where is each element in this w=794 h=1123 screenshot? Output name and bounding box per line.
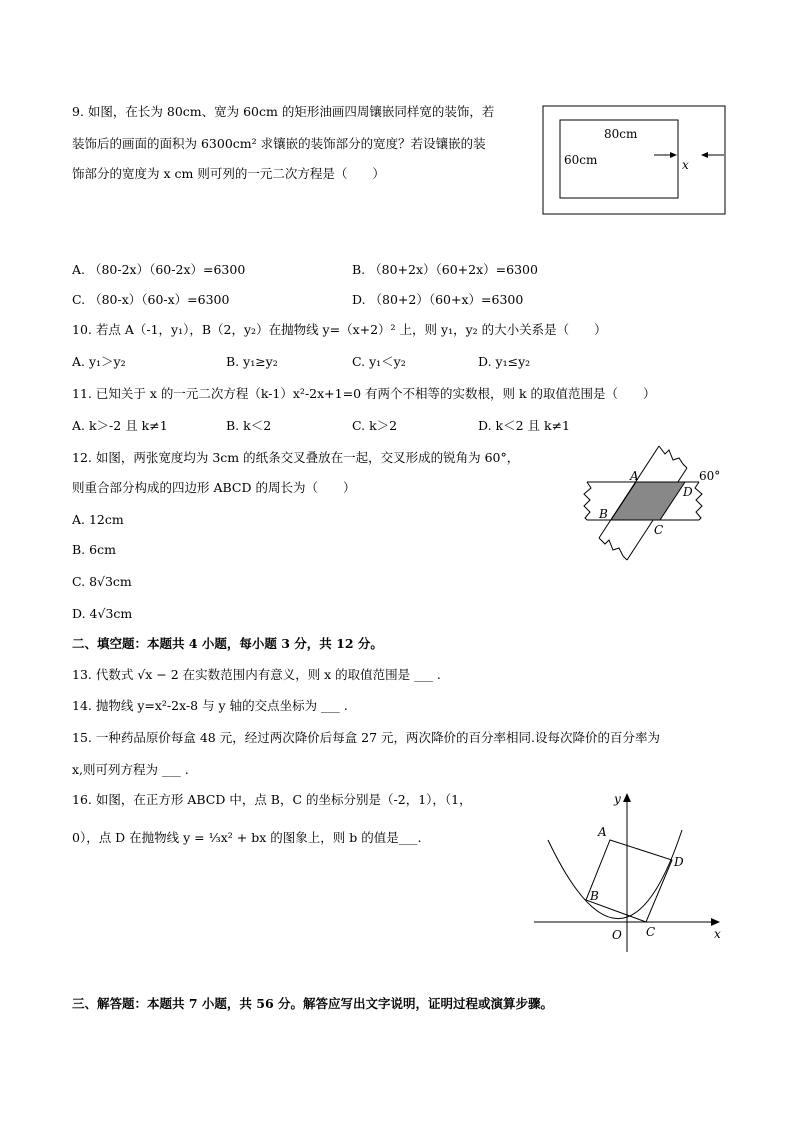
q9-line2: 装饰后的画面的面积为 6300cm² 求镶嵌的装饰部分的宽度？若设镶嵌的装 [72,136,486,151]
section2-heading: 二、填空题：本题共 4 小题，每小题 3 分，共 12 分。 [72,636,383,651]
q11-option-d: D. k＜2 且 k≠1 [478,418,570,433]
q12-fig-label-d: D [683,485,693,499]
q16-fig-label-d: D [674,855,684,869]
q16-fig-y-label: y [614,792,621,806]
q9-fig-height-label: 60cm [564,153,598,167]
q11-stem: 11. 已知关于 x 的一元二次方程（k-1）x²-2x+1=0 有两个不相等的实数根，则 k 的取值范围是（ ） [72,386,656,401]
q16-fig-label-c: C [646,925,656,939]
q9-line3: 饰部分的宽度为 x cm 则可列的一元二次方程是（ ） [72,166,385,181]
q10-option-b: B. y₁≥y₂ [226,354,278,369]
q16-line1: 16. 如图，在正方形 ABCD 中，点 B，C 的坐标分别是（-2，1），（1， [72,792,472,807]
q12-fig-label-b: B [599,507,608,521]
section3-heading: 三、解答题：本题共 7 小题，共 56 分。解答应写出文字说明，证明过程或演算步骤。 [72,996,554,1011]
q9-option-a: A. （80-2x）（60-2x）=6300 [72,262,246,277]
q12-option-a: A. 12cm [72,512,124,527]
q12-fig-angle-label: 60° [699,469,721,483]
q9-option-c: C. （80-x）（60-x）=6300 [72,292,230,307]
q12-fig-label-a: A [630,469,639,483]
q12-option-c: C. 8√3cm [72,574,132,589]
q12-line1: 12. 如图，两张宽度均为 3cm 的纸条交叉叠放在一起，交叉形成的锐角为 60°， [72,450,520,465]
q10-stem: 10. 若点 A（-1，y₁），B（2，y₂）在抛物线 y=（x+2）² 上，则 y₁，y₂ 的大小关系是（ ） [72,322,607,337]
q10-option-c: C. y₁＜y₂ [352,354,406,369]
q13-text: 13. 代数式 √x − 2 在实数范围内有意义，则 x 的取值范围是 ___ . [72,667,441,682]
q11-option-c: C. k＞2 [352,418,398,433]
q16-fig-origin-label: O [612,928,622,942]
q15-line2: x,则可列方程为 ___ . [72,762,189,777]
q16-fig-label-a: A [598,825,607,839]
q16-fig-x-label: x [714,927,721,941]
q12-line2: 则重合部分构成的四边形 ABCD 的周长为（ ） [72,480,356,495]
q10-option-a: A. y₁＞y₂ [72,354,126,369]
q16-line2: 0），点 D 在抛物线 y = ⅓x² + bx 的图象上，则 b 的值是___. [72,830,422,845]
q15-line1: 15. 一种药品原价每盒 48 元，经过两次降价后每盒 27 元，两次降价的百分率相同.设每次降价的百分率为 [72,730,661,745]
q12-option-d: D. 4√3cm [72,606,133,621]
q11-option-b: B. k＜2 [226,418,272,433]
q9-line1: 9. 如图，在长为 80cm、宽为 60cm 的矩形油画四周镶嵌同样宽的装饰，若 [72,104,495,119]
q12-option-b: B. 6cm [72,542,116,557]
q11-option-a: A. k＞-2 且 k≠1 [72,418,168,433]
q9-figure [540,104,730,216]
q12-figure [575,440,725,570]
q9-fig-x-label: x [682,158,689,172]
q16-figure [530,788,730,954]
q9-fig-width-label: 80cm [604,127,638,141]
q9-option-b: B. （80+2x）（60+2x）=6300 [352,262,538,277]
q16-fig-label-b: B [590,889,599,903]
q12-fig-label-c: C [654,523,664,537]
q9-option-d: D. （80+2）（60+x）=6300 [352,292,524,307]
q10-option-d: D. y₁≤y₂ [478,354,531,369]
q14-text: 14. 抛物线 y=x²-2x-8 与 y 轴的交点坐标为 ___ . [72,698,348,713]
